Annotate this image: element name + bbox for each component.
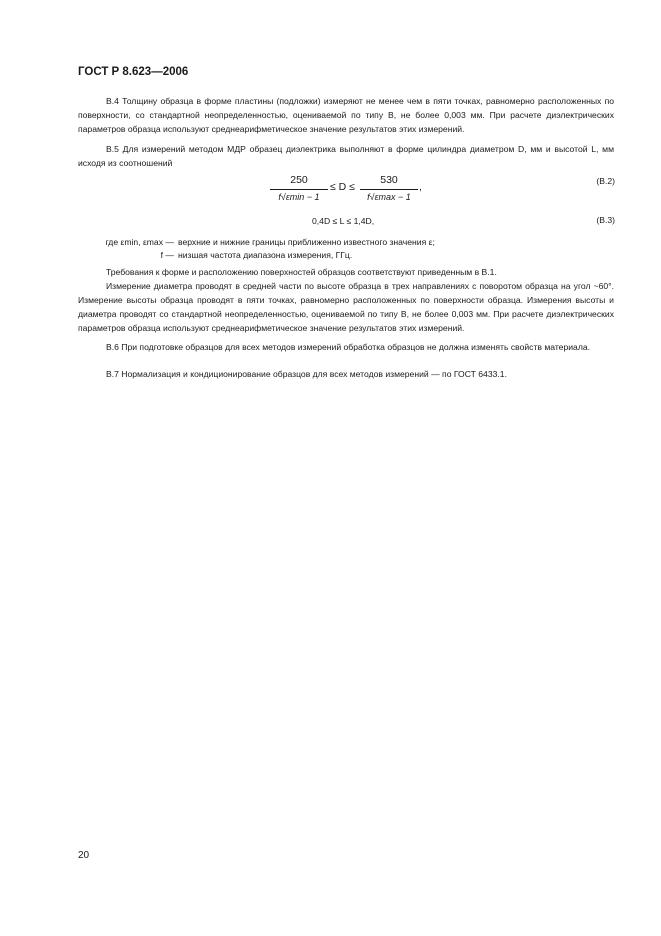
formula-right-fraction (360, 174, 418, 202)
formula-b2 (270, 174, 430, 208)
definition-desc-f: низшая частота диапазона измерения, ГГц. (178, 250, 353, 260)
right-numerator: 530 (380, 174, 398, 186)
paragraph-b6: В.6 При подготовке образцов для всех методов измерений обработка образцов не должна изменять свойств материала. (106, 342, 591, 352)
formula-b3: 0,4D ≤ L ≤ 1,4D, (312, 216, 375, 226)
equation-number-b2: (В.2) (596, 176, 615, 186)
paragraph-b4: В.4 Толщину образца в форме пластины (подложки) измеряют не менее чем в пяти точках, равномерно расположенных по поверхности, со стандартной неопределенностью, оцениваемой по типу В, не более 0,003 мм. При расчете диэлектрических параметров образца используют среднеарифметическое значение результатов этих измерений. (78, 96, 614, 134)
formula-left-fraction (270, 174, 328, 202)
equation-number-b3: (В.3) (596, 215, 615, 225)
definition-desc-eps: верхние и нижние границы приближенно известного значения ε; (178, 237, 435, 247)
left-numerator: 250 (290, 174, 308, 186)
paragraph-b5: В.5 Для измерений методом МДР образец диэлектрика выполняют в форме цилиндра диаметром D, мм и высотой L, мм исходя из соотношений (78, 144, 614, 168)
definition-term-eps: где εmin, εmax — (105, 237, 174, 247)
paragraph-diameter-measurement: Измерение диаметра проводят в средней части по высоте образца в трех направлениях с поворотом образца на угол ~60°. Измерение высоты образца проводят в пяти точках, равномерно расположенных по поверхности образца. Измерения высоты и диаметра проводят со стандартной неопределенностью, оцениваемой по типу В, не более 0,003 мм. При расчете диэлектрических параметров образца используют среднеарифметическое значение результатов этих измерений. (78, 281, 614, 333)
paragraph-b7: В.7 Нормализация и кондиционирование образцов для всех методов измерений — по ГОСТ 6433.1. (106, 369, 507, 379)
formula-relation: ≤ D ≤ (330, 181, 355, 193)
paragraph-requirements: Требования к форме и расположению поверхностей образцов соответствуют приведенным в В.1. (106, 267, 497, 277)
document-header-title: ГОСТ Р 8.623—2006 (78, 66, 189, 78)
page-number: 20 (78, 850, 90, 861)
definition-term-f: f — (160, 250, 174, 260)
fraction-bar (360, 189, 418, 190)
left-denominator: f√εmin − 1 (278, 192, 320, 202)
formula-trailing-comma: , (419, 181, 422, 193)
right-denominator: f√εmax − 1 (367, 192, 411, 202)
fraction-bar (270, 189, 328, 190)
